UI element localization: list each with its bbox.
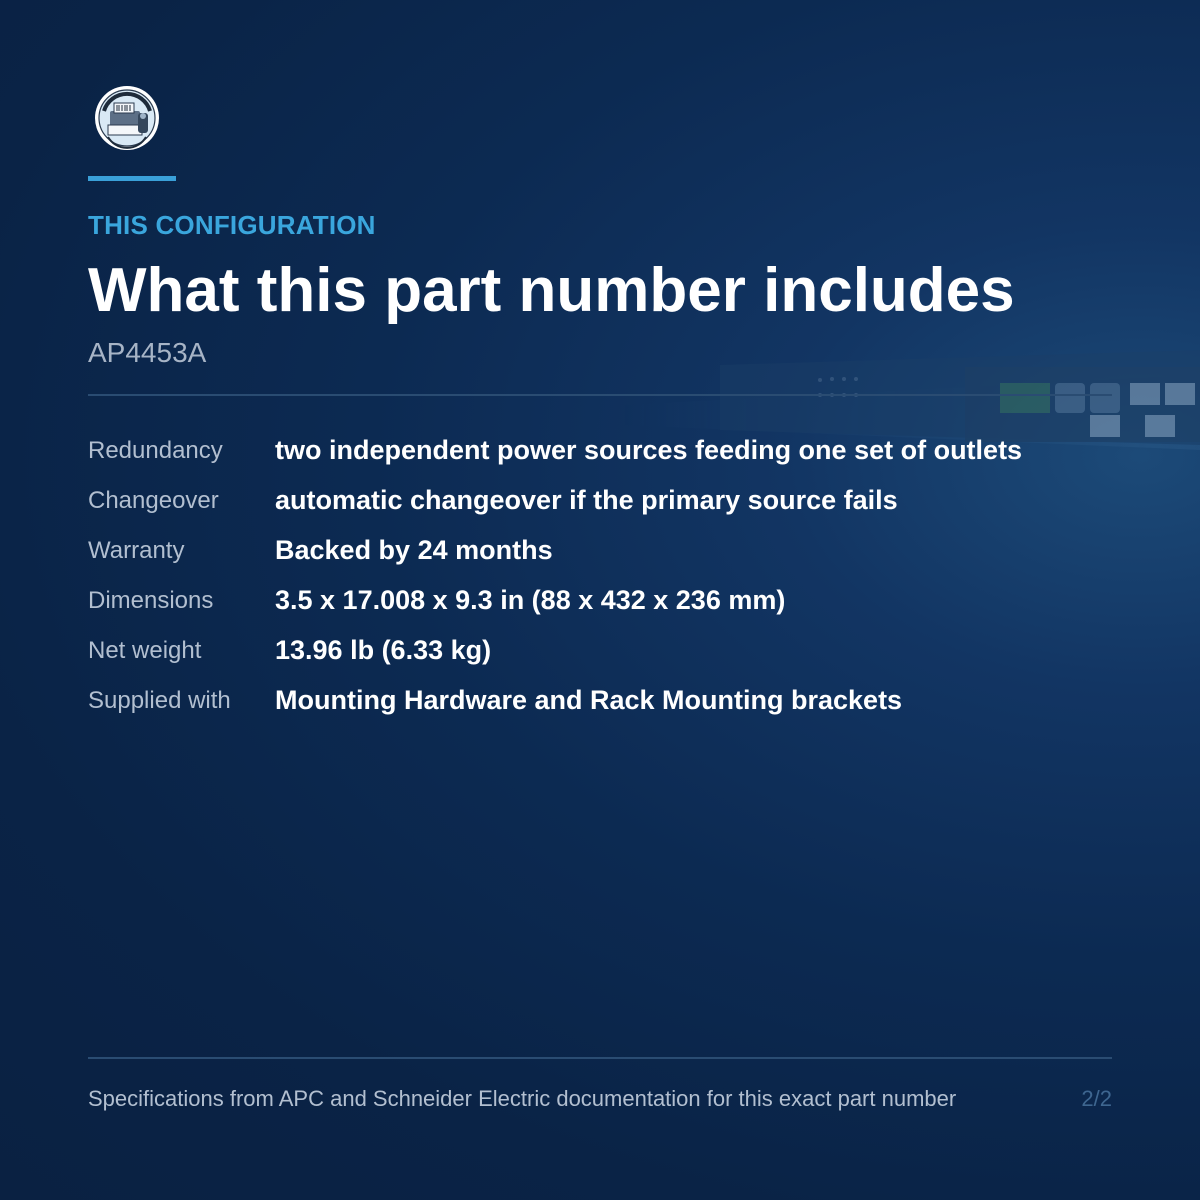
spec-value: automatic changeover if the primary source fails	[275, 485, 898, 515]
spec-row-dimensions	[88, 582, 1048, 619]
spec-label: Dimensions	[88, 587, 214, 614]
spec-label: Net weight	[88, 637, 202, 664]
spec-value: two independent power sources feeding one set of outlets	[275, 435, 1023, 465]
spec-label: Changeover	[88, 487, 219, 514]
barcode-printer-shop-logo	[94, 85, 160, 151]
spec-value: Mounting Hardware and Rack Mounting brackets	[275, 685, 903, 715]
spec-row-warranty	[88, 532, 1048, 569]
spec-label: Warranty	[88, 537, 185, 564]
spec-row-supplied-with	[88, 682, 1048, 719]
spec-value: 13.96 lb (6.33 kg)	[275, 635, 492, 665]
page-indicator: 2/2	[1081, 1086, 1112, 1111]
spec-row-redundancy	[88, 432, 1048, 469]
spec-label: Supplied with	[88, 687, 231, 714]
part-number: AP4453A	[88, 337, 207, 368]
footer-note: Specifications from APC and Schneider Electric documentation for this exact part number	[88, 1086, 957, 1111]
spec-label: Redundancy	[88, 437, 223, 464]
page-title: What this part number includes	[88, 256, 1015, 325]
accent-bar	[88, 176, 176, 181]
footer-divider	[88, 1057, 1112, 1059]
divider	[88, 394, 1112, 396]
spec-value: 3.5 x 17.008 x 9.3 in (88 x 432 x 236 mm)	[275, 585, 786, 615]
spec-list	[88, 432, 1048, 732]
spec-row-net-weight	[88, 632, 1048, 669]
spec-value: Backed by 24 months	[275, 535, 553, 565]
section-eyebrow: THIS CONFIGURATION	[88, 210, 376, 240]
spec-row-changeover	[88, 482, 1048, 519]
